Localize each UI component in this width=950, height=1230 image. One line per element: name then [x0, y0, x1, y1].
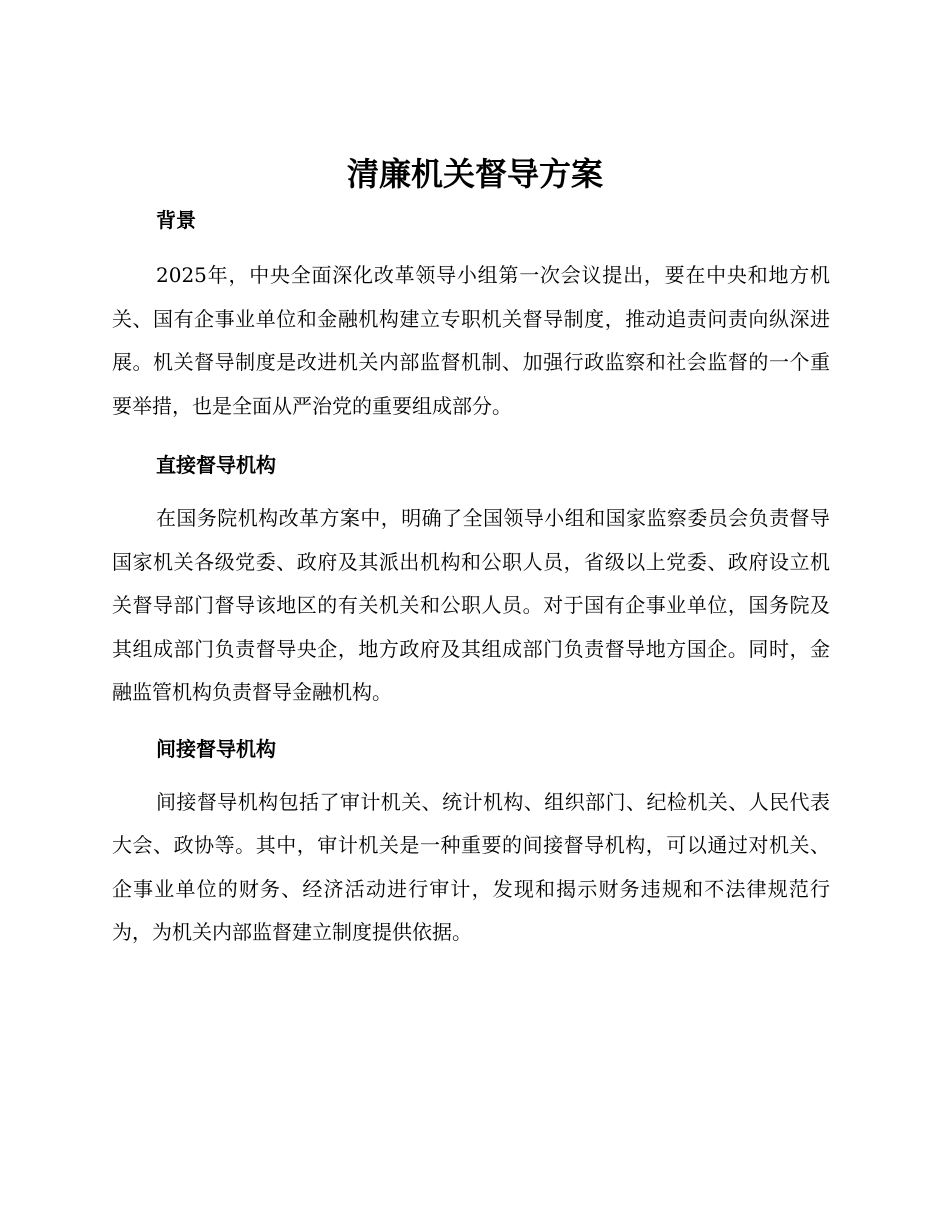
document-title: 清廉机关督导方案 [346, 155, 603, 193]
section-heading-direct-supervision: 直接督导机构 [156, 453, 276, 477]
section-heading-background: 背景 [156, 208, 196, 232]
section-paragraph-background: 2025年，中央全面深化改革领导小组第一次会议提出，要在中央和地方机关、国有企事业单位和金融机构建立专职机关督导制度，推动追责问责向纵深进展。机关督导制度是改进机关内部监督机制、加强行政监察和社会监督的一个重要举措，也是全面从严治党的重要组成部分。 [112, 263, 830, 418]
section-paragraph-indirect-supervision: 间接督导机构包括了审计机关、统计机构、组织部门、纪检机关、人民代表大会、政协等。其中，审计机关是一种重要的间接督导机构，可以通过对机关、企事业单位的财务、经济活动进行审计，发现和揭示财务违规和不法律规范行为，为机关内部监督建立制度提供依据。 [112, 789, 830, 944]
document-body [112, 202, 830, 955]
section-heading-indirect-supervision: 间接督导机构 [156, 736, 276, 761]
section-paragraph-direct-supervision: 在国务院机构改革方案中，明确了全国领导小组和国家监察委员会负责督导国家机关各级党委、政府及其派出机构和公职人员，省级以上党委、政府设立机关督导部门督导该地区的有关机关和公职人员。对于国有企事业单位，国务院及其组成部门负责督导央企，地方政府及其组成部门负责督导地方国企。同时，金融监管机构负责督导金融机构。 [112, 506, 830, 704]
